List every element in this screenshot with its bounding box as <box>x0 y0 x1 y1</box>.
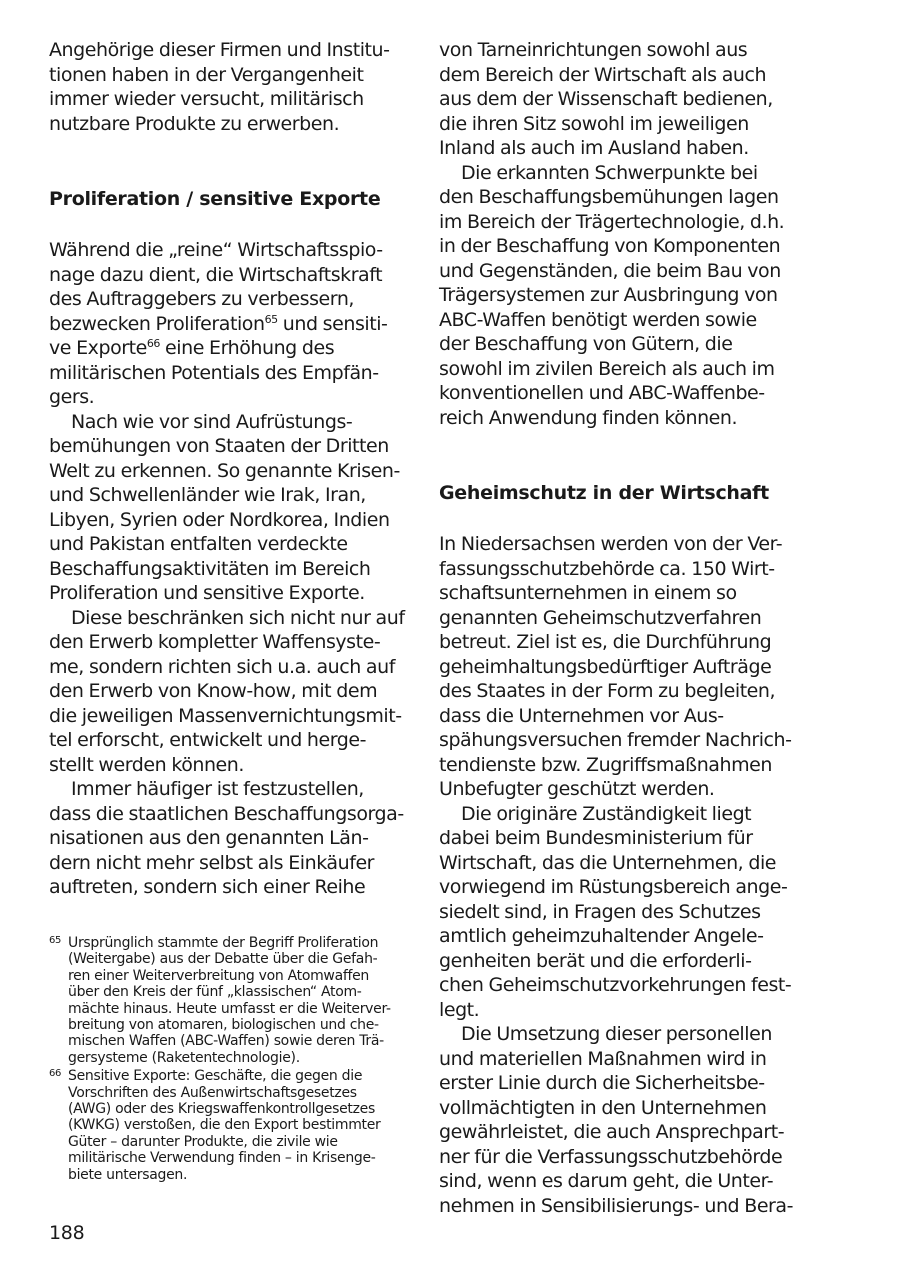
paragraph-beschaffungsorganisationen <box>49 777 404 900</box>
text-line: Beschaffungsaktivitäten im Bereich <box>49 557 371 580</box>
text-line: Nach wie vor sind Aufrüstungs- <box>71 410 353 433</box>
footnote-reference-66[interactable]: 66 <box>146 337 160 350</box>
text-line: bemühungen von Staaten der Dritten <box>49 435 389 457</box>
text-line: auftreten, sondern sich einer Reihe <box>49 876 366 898</box>
text-line: erster Linie durch die Sicherheitsbe- <box>439 1072 765 1094</box>
text-line: den Erwerb von Know-how, mit dem <box>49 680 378 702</box>
text-line: und Schwellenländer wie Irak, Iran, <box>49 484 366 506</box>
footnote-number: 66 <box>49 1068 62 1080</box>
footnote-reference-65[interactable]: 65 <box>264 312 278 326</box>
intro-paragraph <box>49 38 401 136</box>
footnote-65 <box>49 935 401 1066</box>
text-line: reich Anwendung finden können. <box>439 406 738 429</box>
text-line: dass die Unternehmen vor Aus- <box>439 704 724 727</box>
heading-geheimschutz: Geheimschutz in der Wirtschaft <box>439 482 769 504</box>
text-line: nisationen aus den genannten Län- <box>49 827 369 849</box>
paragraph-schwerpunkte <box>439 161 791 431</box>
text-line: dabei beim Bundesministerium für <box>439 827 753 849</box>
text-line: sowohl im zivilen Bereich als auch im <box>439 357 775 380</box>
paragraph-umsetzung <box>439 1022 794 1218</box>
text-line: Diese beschränken sich nicht nur auf <box>71 606 405 629</box>
footnote-line: (KWKG) verstoßen, die den Export bestimmter <box>68 1117 381 1134</box>
text-line: im Bereich der Trägertechnologie, d.h. <box>439 210 785 233</box>
text-line: stellt werden können. <box>49 753 244 776</box>
text-line: genheiten berät und die erforderli- <box>439 949 752 972</box>
text-line: vorwiegend im Rüstungsbereich ange- <box>439 876 788 898</box>
text-line: Immer häufiger ist festzustellen, <box>71 778 364 800</box>
text-line: Angehörige dieser Firmen und Institu- <box>49 39 390 61</box>
footnote-line: mächte hinaus. Heute umfasst er die Weiterver- <box>68 1000 391 1017</box>
text-line: Die Umsetzung dieser personellen <box>461 1023 772 1045</box>
right-column <box>439 38 794 1218</box>
text-line: dem Bereich der Wirtschaft als auch <box>439 63 767 86</box>
footnote-line: breitung von atomaren, biologischen und che- <box>68 1017 379 1034</box>
paragraph-erwerb <box>49 606 405 778</box>
text-line: und Pakistan entfalten verdeckte <box>49 533 348 555</box>
footnote-line: Sensitive Exporte: Geschäfte, die gegen die <box>68 1068 363 1085</box>
footnote-number: 65 <box>49 935 62 946</box>
text-line: der Beschaffung von Gütern, die <box>439 333 733 355</box>
text-line: Unbefugter geschützt werden. <box>439 778 715 800</box>
text-line: nutzbare Produkte zu erwerben. <box>49 112 340 135</box>
text-line: legt. <box>439 998 480 1021</box>
footnote-line: mischen Waffen (ABC-Waffen) sowie deren Trä- <box>68 1033 384 1050</box>
footnote-line: über den Kreis der fünf „klassischen“ Atom- <box>68 984 362 1001</box>
text-line: des Staates in der Form zu begleiten, <box>439 680 776 702</box>
text-line <box>49 336 401 361</box>
text-line: Die erkannten Schwerpunkte bei <box>461 161 758 184</box>
text-line: amtlich geheimzuhaltender Angele- <box>439 925 764 947</box>
text-line: die ihren Sitz sowohl im jeweiligen <box>439 112 749 135</box>
text-fragment: ve Exporte <box>49 337 147 359</box>
text-line: nage dazu dient, die Wirtschaftskraft <box>49 263 383 286</box>
footnote-line: biete untersagen. <box>68 1166 188 1183</box>
text-line: immer wieder versucht, militärisch <box>49 88 364 110</box>
section-spacer <box>49 211 401 238</box>
footnote-line: (Weitergabe) aus der Debatte über die Gefah- <box>68 951 378 968</box>
text-fragment: eine Erhöhung des <box>159 337 335 359</box>
text-line: Libyen, Syrien oder Nordkorea, Indien <box>49 508 390 531</box>
page-number: 188 <box>49 1222 85 1244</box>
text-line: betreut. Ziel ist es, die Durchführung <box>439 631 772 653</box>
text-line: tendienste bzw. Zugriffsmaßnahmen <box>439 753 772 776</box>
paragraph-tarneinrichtungen <box>439 38 791 161</box>
footnote-line: Güter – darunter Produkte, die zivile wie <box>68 1133 338 1150</box>
text-fragment: bezwecken Proliferation <box>49 312 265 335</box>
text-line: chen Geheimschutzvorkehrungen fest- <box>439 974 792 996</box>
text-line: gers. <box>49 386 95 408</box>
text-line: und materiellen Maßnahmen wird in <box>439 1047 767 1070</box>
footnotes <box>49 935 401 1185</box>
footnote-line: (AWG) oder des Kriegswaffenkontrollgesetzes <box>68 1101 375 1118</box>
text-line: den Erwerb kompletter Waffensyste- <box>49 631 381 653</box>
text-line: dass die staatlichen Beschaffungsorga- <box>49 802 404 825</box>
paragraph-zustaendigkeit <box>439 802 791 1023</box>
paragraph-niedersachsen <box>439 532 791 802</box>
text-line: tionen haben in der Vergangenheit <box>49 63 364 86</box>
text-line: me, sondern richten sich u.a. auch auf <box>49 655 395 678</box>
footnote-line: Vorschriften des Außenwirtschaftsgesetzes <box>68 1084 357 1101</box>
text-line: siedelt sind, in Fragen des Schutzes <box>439 900 761 923</box>
footnote-line: Ursprünglich stammte der Begriff Proliferation <box>68 935 379 951</box>
text-line: dern nicht mehr selbst als Einkäufer <box>49 851 375 874</box>
text-line: den Beschaffungsbemühungen lagen <box>439 186 779 208</box>
footnote-line: gersysteme (Raketentechnologie). <box>68 1049 300 1066</box>
text-line: ner für die Verfassungsschutzbehörde <box>439 1145 783 1168</box>
text-line: spähungsversuchen fremder Nachrich- <box>439 729 792 751</box>
text-line: Welt zu erkennen. So genannte Krisen- <box>49 459 400 482</box>
text-line: genannten Geheimschutzverfahren <box>439 606 762 629</box>
text-line: gewährleistet, die auch Ansprechpart- <box>439 1121 785 1143</box>
section-spacer <box>439 505 791 532</box>
footnote-66 <box>49 1068 401 1183</box>
text-line: aus dem der Wissenschaft bedienen, <box>439 88 773 110</box>
text-line: Während die „reine“ Wirtschaftsspio- <box>49 239 383 261</box>
text-line: die jeweiligen Massenvernichtungsmit- <box>49 704 402 727</box>
paragraph-aufruestung <box>49 410 401 606</box>
text-line: des Auftraggebers zu verbessern, <box>49 288 354 310</box>
text-line: Wirtschaft, das die Unternehmen, die <box>439 851 777 874</box>
text-line: militärischen Potentials des Empfän- <box>49 361 379 384</box>
heading-proliferation: Proliferation / sensitive Exporte <box>49 188 381 210</box>
text-fragment: und sensiti- <box>277 312 388 335</box>
text-line: in der Beschaffung von Komponenten <box>439 235 781 257</box>
footnote-line: militärische Verwendung finden – in Krisenge- <box>68 1150 376 1167</box>
text-line: konventionellen und ABC-Waffenbe- <box>439 382 765 404</box>
text-line: ABC-Waffen benötigt werden sowie <box>439 308 757 331</box>
paragraph-wirtschaftsspionage <box>49 238 401 410</box>
footnote-line: ren einer Weiterverbreitung von Atomwaffen <box>68 967 369 984</box>
text-line: schaftsunternehmen in einem so <box>439 582 737 604</box>
text-line: geheimhaltungsbedürftiger Aufträge <box>439 655 772 678</box>
text-line <box>49 312 401 337</box>
text-line: In Niedersachsen werden von der Ver- <box>439 533 783 555</box>
text-line: Die originäre Zuständigkeit liegt <box>461 802 752 825</box>
text-line: und Gegenständen, die beim Bau von <box>439 259 781 282</box>
section-spacer <box>439 430 791 481</box>
text-line: von Tarneinrichtungen sowohl aus <box>439 39 748 61</box>
text-line: nehmen in Sensibilisierungs- und Bera- <box>439 1194 794 1217</box>
text-line: Proliferation und sensitive Exporte. <box>49 582 365 604</box>
section-spacer <box>49 136 401 187</box>
text-line: Trägersystemen zur Ausbringung von <box>439 284 778 306</box>
text-line: fassungsschutzbehörde ca. 150 Wirt- <box>439 557 775 580</box>
left-column <box>49 38 405 900</box>
text-line: tel erforscht, entwickelt und herge- <box>49 729 367 751</box>
text-line: vollmächtigten in den Unternehmen <box>439 1096 767 1119</box>
text-line: Inland als auch im Ausland haben. <box>439 137 749 159</box>
text-line: sind, wenn es darum geht, die Unter- <box>439 1170 774 1192</box>
